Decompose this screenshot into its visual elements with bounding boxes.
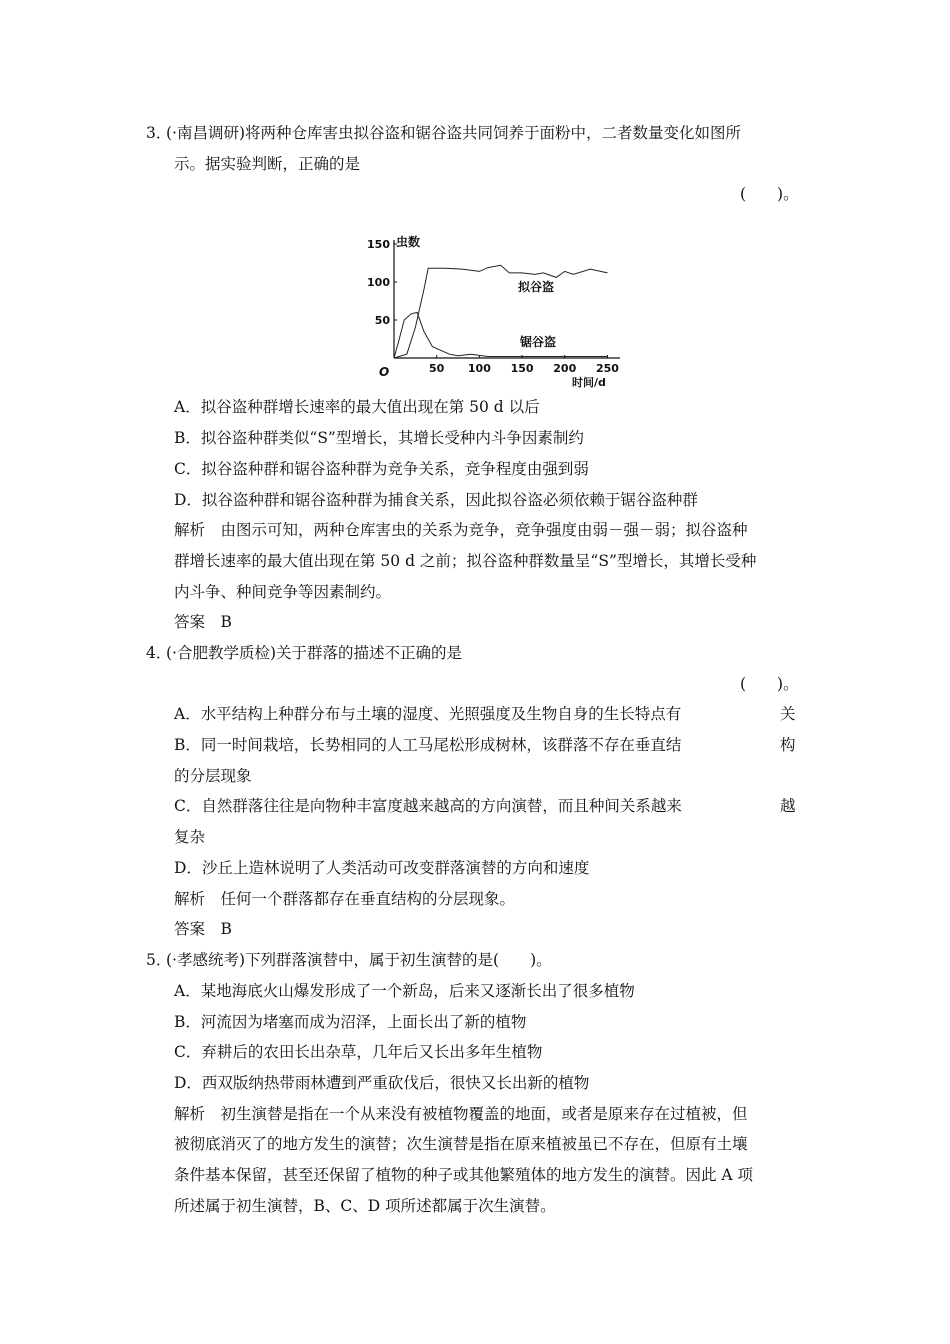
q3-answer: 答案 B [174,613,232,631]
q4-analysis: 解析 任何一个群落都存在垂直结构的分层现象。 [174,890,516,908]
y-tick-label: 100 [367,276,390,289]
q5-stem: (·孝感统考)下列群落演替中，属于初生演替的是( )。 [166,951,552,969]
q3-analysis-line1: 解析 由图示可知，两种仓库害虫的关系为竞争，竞争强度由弱－强－弱；拟谷盗种 [174,521,748,539]
q4-option-a: A．水平结构上种群分布与土壤的湿度、光照强度及生物自身的生长特点有 [174,705,682,723]
q3-option-c: C．拟谷盗种群和锯谷盗种群为竞争关系，竞争程度由强到弱 [174,460,589,478]
x-tick-label: 250 [595,362,619,375]
q4-answer: 答案 B [174,920,232,938]
q4-option-a-tail: 关 [780,705,796,723]
q5-analysis-line1: 解析 初生演替是指在一个从来没有被植物覆盖的地面，或者是原来存在过植被，但 [174,1105,748,1123]
series-line-0 [394,265,608,358]
q5-option-d: D．西双版纳热带雨林遭到严重砍伐后，很快又长出新的植物 [174,1074,590,1092]
q3-stem-line2: 示。据实验判断，正确的是 [174,155,361,173]
y-tick-label: 50 [374,314,390,327]
q4-option-b-tail: 构 [780,736,796,754]
q5-analysis-line3: 条件基本保留，甚至还保留了植物的种子或其他繁殖体的地方发生的演替。因此 A 项 [174,1166,754,1184]
chart-series [394,265,608,358]
q4-option-d: D．沙丘上造林说明了人类活动可改变群落演替的方向和速度 [174,859,590,877]
q4-stem: (·合肥教学质检)关于群落的描述不正确的是 [166,644,463,662]
q4-option-b: B．同一时间栽培，长势相同的人工马尾松形成树林，该群落不存在垂直结 [174,736,682,754]
q4-option-c-cont: 复杂 [174,828,206,846]
q5-analysis-line4: 所述属于初生演替，B、C、D 项所述都属于次生演替。 [174,1197,556,1215]
q4-option-b-cont: 的分层现象 [174,767,252,785]
q3-option-a: A．拟谷盗种群增长速率的最大值出现在第 50 d 以后 [174,398,540,416]
chart-xlabel: 时间/d [572,376,606,389]
q3-answer-bracket: ( )。 [740,185,799,203]
q5-analysis-line2: 被彻底消灭了的地方发生的演替；次生演替是指在原来植被虽已不存在，但原有土壤 [174,1135,748,1153]
chart-ylabel: 虫数 [396,235,421,249]
x-tick-label: 50 [429,362,445,375]
q3-analysis-line2: 群增长速率的最大值出现在第 50 d 之前；拟谷盗种群数量呈“S”型增长，其增长受种 [174,552,757,570]
q5-number: 5． [146,951,172,969]
q5-option-c: C．弃耕后的农田长出杂草，几年后又长出多年生植物 [174,1043,543,1061]
q4-number: 4． [146,644,172,662]
chart-origin-label: O [379,365,390,379]
series-label-jugudao: 锯谷盗 [520,335,557,349]
q5-option-b: B．河流因为堵塞而成为沼泽，上面长出了新的植物 [174,1013,527,1031]
y-tick-label: 150 [367,238,390,251]
q3-option-b: B．拟谷盗种群类似“S”型增长，其增长受种内斗争因素制约 [174,429,584,447]
population-chart [360,228,620,390]
q5-option-a: A．某地海底火山爆发形成了一个新岛，后来又逐渐长出了很多植物 [174,982,635,1000]
chart-axes [394,240,620,361]
q3-analysis-line3: 内斗争、种间竞争等因素制约。 [174,583,392,601]
x-tick-label: 200 [553,362,577,375]
q4-option-c: C．自然群落往往是向物种丰富度越来越高的方向演替，而且种间关系越来 [174,797,682,815]
q3-option-d: D．拟谷盗种群和锯谷盗种群为捕食关系，因此拟谷盗必须依赖于锯谷盗种群 [174,491,698,509]
q4-option-c-tail: 越 [780,797,796,815]
x-tick-label: 100 [467,362,491,375]
x-tick-label: 150 [510,362,534,375]
series-label-nigudao: 拟谷盗 [518,280,555,294]
series-line-1 [394,312,608,358]
q3-stem-line1: (·南昌调研)将两种仓库害虫拟谷盗和锯谷盗共同饲养于面粉中，二者数量变化如图所 [166,124,742,142]
q4-answer-bracket: ( )。 [740,675,799,693]
q3-number: 3． [146,124,172,142]
